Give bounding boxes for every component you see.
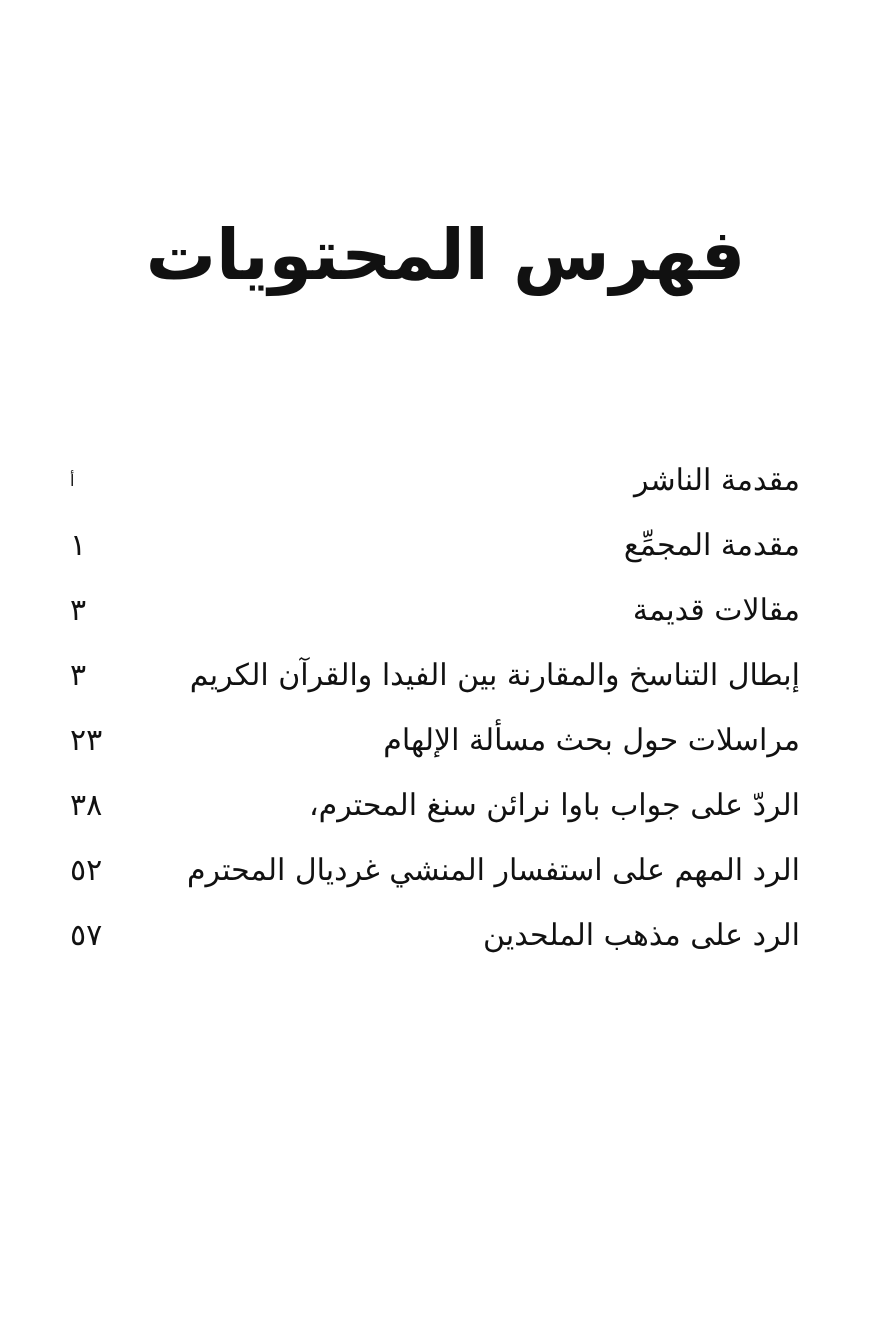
- toc-entry: [70, 578, 800, 643]
- toc-entry-title: مقدمة الناشر: [633, 462, 800, 498]
- table-of-contents: [70, 448, 800, 968]
- toc-entry-page-number: ٣: [70, 657, 87, 693]
- toc-entry-page-number: ٣٨: [70, 787, 103, 823]
- toc-entry: [70, 513, 800, 578]
- toc-entry-page-number: ٥٧: [70, 917, 103, 953]
- toc-entry-page-number: أ: [70, 470, 75, 490]
- toc-entry: [70, 448, 800, 513]
- toc-entry-title: مقدمة المجمِّع: [623, 527, 800, 563]
- toc-entry-title: الردّ على جواب باوا نرائن سنغ المحترم،: [308, 787, 800, 823]
- toc-entry: [70, 643, 800, 708]
- toc-entry: [70, 773, 800, 838]
- toc-entry-page-number: ٥٢: [70, 852, 103, 888]
- toc-entry-title: الرد على مذهب الملحدين: [483, 917, 800, 953]
- toc-entry-title: إبطال التناسخ والمقارنة بين الفيدا والقرآن الكريم: [189, 657, 800, 693]
- toc-entry-page-number: ٣: [70, 592, 87, 628]
- toc-entry: [70, 903, 800, 968]
- toc-entry: [70, 708, 800, 773]
- toc-entry-title: مراسلات حول بحث مسألة الإلهام: [383, 722, 800, 758]
- toc-entry-title: مقالات قديمة: [632, 592, 800, 628]
- toc-entry-page-number: ١: [70, 527, 87, 563]
- toc-entry: [70, 838, 800, 903]
- toc-entry-page-number: ٢٣: [70, 722, 103, 758]
- toc-entry-title: الرد المهم على استفسار المنشي غرديال المحترم: [186, 852, 800, 888]
- page-title: فهرس المحتويات: [145, 214, 746, 296]
